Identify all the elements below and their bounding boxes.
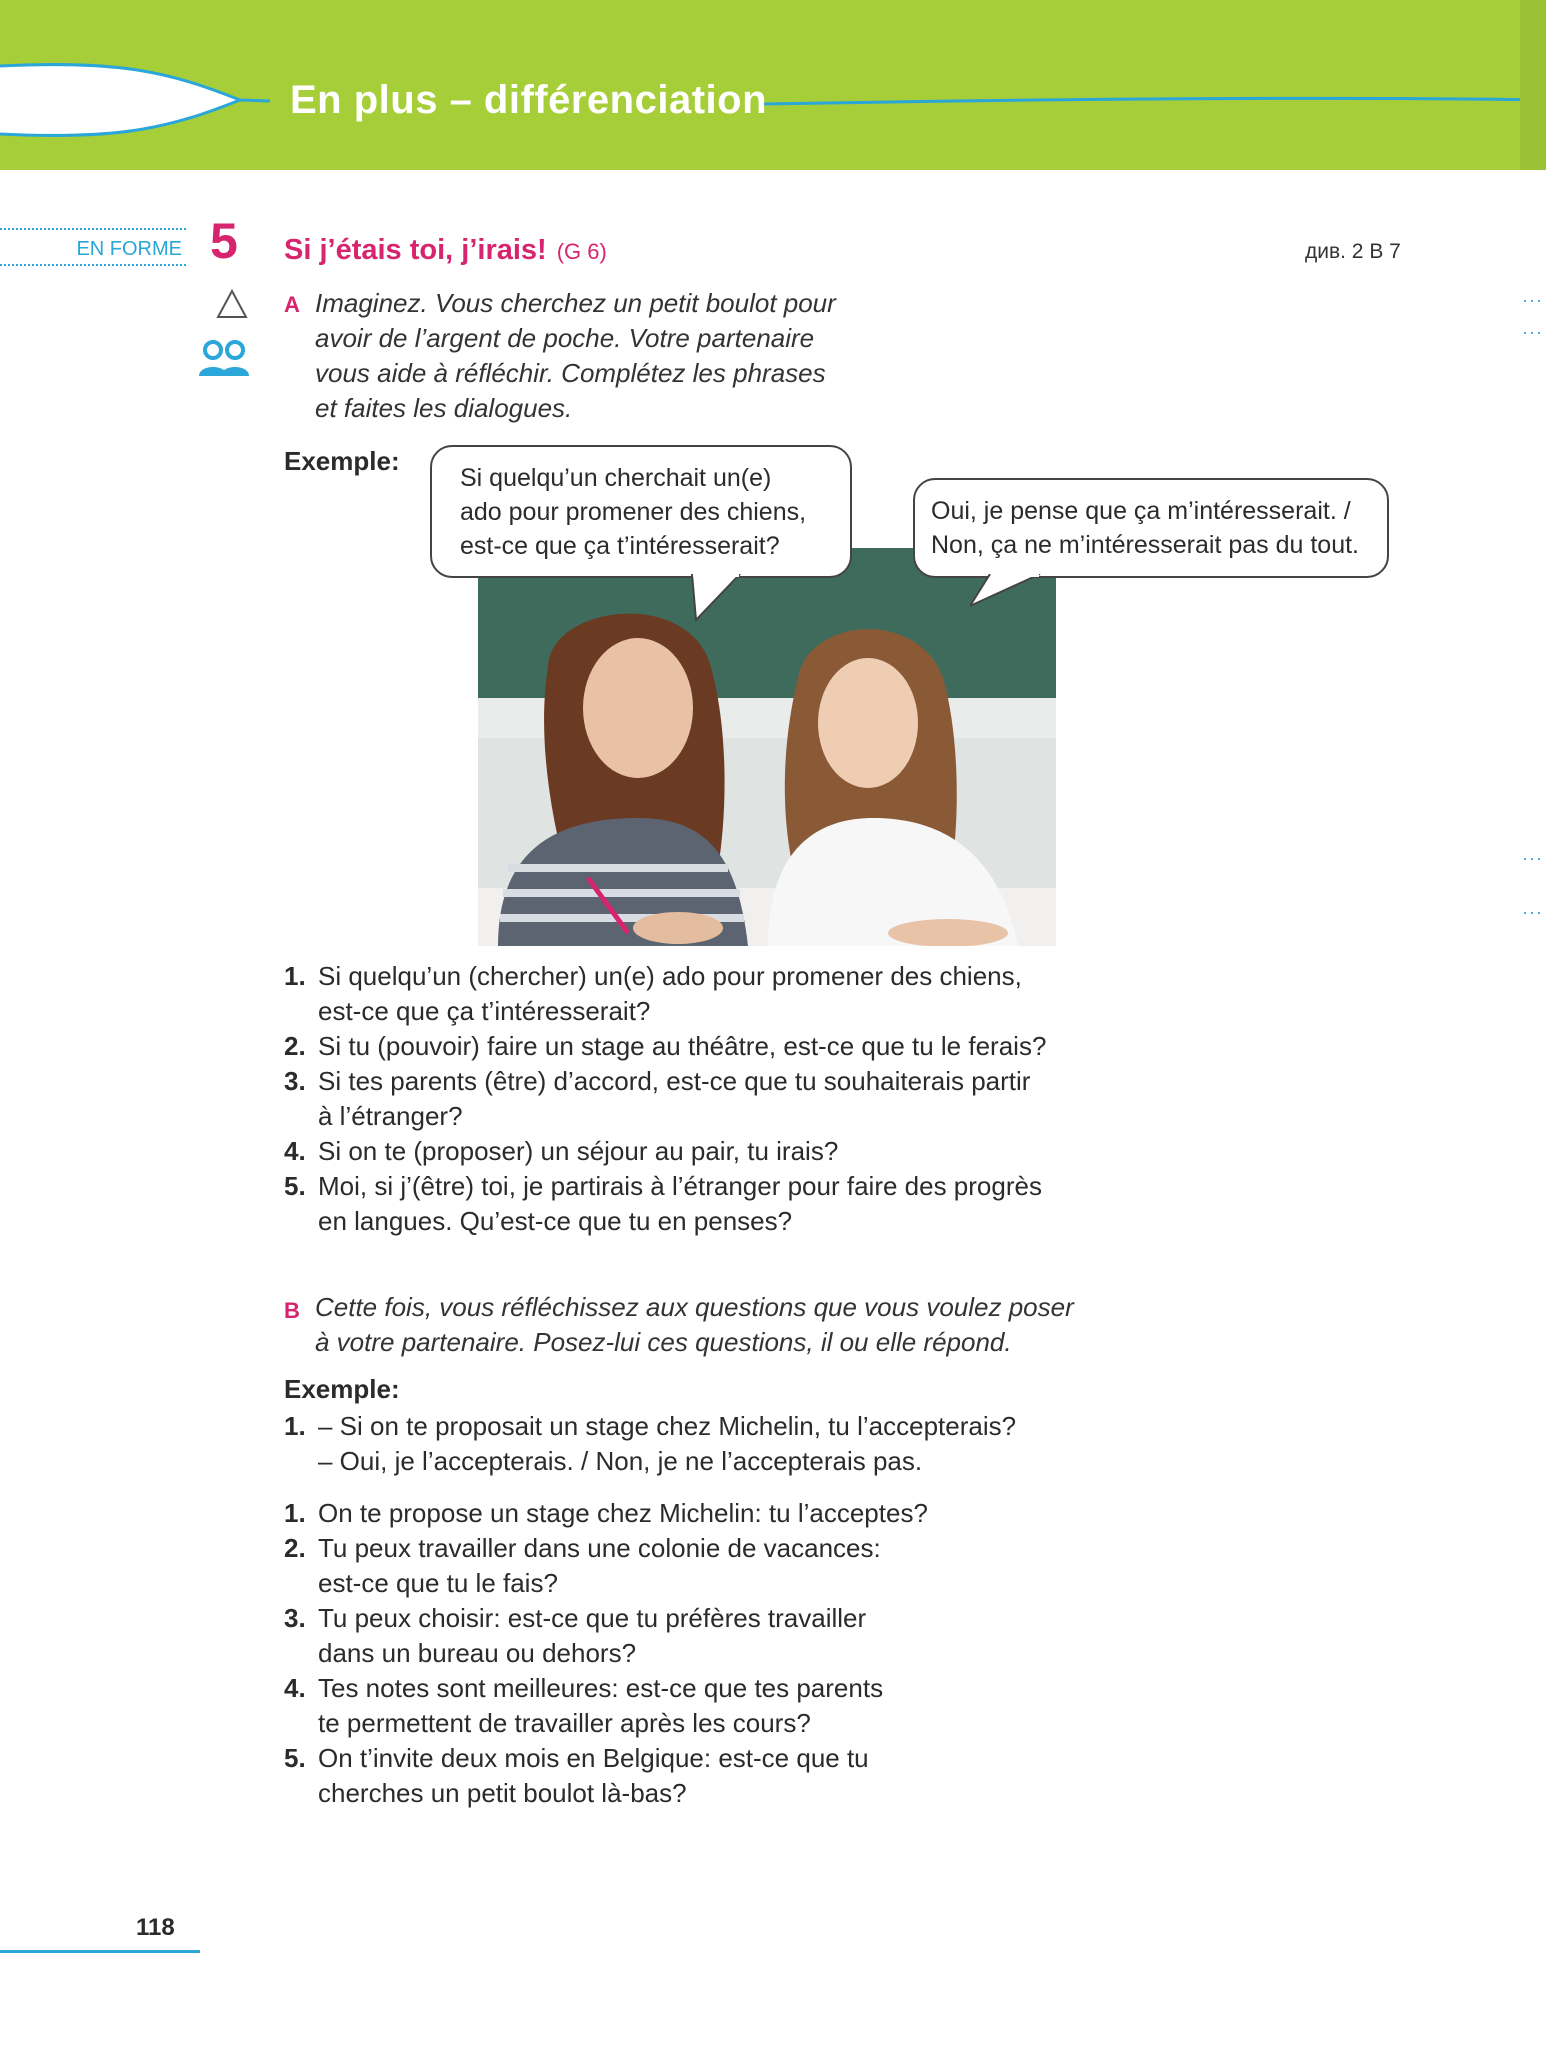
footer-rule [0,1950,200,1953]
item-number: 1. [284,1498,306,1528]
section-a-list [284,959,1046,1239]
pair-work-icon [196,338,252,378]
list-item [284,1671,928,1741]
item-line: Tu peux travailler dans une colonie de vacances: [318,1533,881,1563]
header-swoosh-graphic [0,0,1546,170]
item-line: Si on te (proposer) un séjour au pair, tu irais? [318,1136,839,1166]
item-line: Si tu (pouvoir) faire un stage au théâtre, est-ce que tu le ferais? [318,1031,1047,1061]
item-line: On te propose un stage chez Michelin: tu l’acceptes? [318,1498,928,1528]
instruction-line: à votre partenaire. Posez-lui ces questions, il ou elle répond. [315,1327,1012,1357]
item-line: Moi, si j’(être) toi, je partirais à l’étranger pour faire des progrès [318,1171,1042,1201]
list-item [284,1741,928,1811]
instruction-line: avoir de l’argent de poche. Votre partenaire [315,323,815,353]
instruction-line: et faites les dialogues. [315,393,573,423]
instruction-line: Cette fois, vous réfléchissez aux questions que vous voulez poser [315,1292,1074,1322]
section-b-example [284,1409,1016,1479]
item-number: 3. [284,1066,306,1096]
section-b-instruction [315,1290,1074,1360]
item-line: cherches un petit boulot là-bas? [318,1778,687,1808]
list-item [284,1531,928,1601]
margin-dots: ··· [1522,902,1543,922]
item-line: te permettent de travailler après les cours? [318,1708,811,1738]
bubble-line: ado pour promener des chiens, [460,498,807,526]
header-title: En plus – différenciation [290,78,768,122]
item-line: dans un bureau ou dehors? [318,1638,637,1668]
bubble-line: est-ce que ça t’intéresserait? [460,532,780,560]
list-item [284,1496,928,1531]
right-edge-bar [1520,0,1546,170]
item-number: 2. [284,1533,306,1563]
bubble-line: Si quelqu’un cherchait un(e) [460,464,772,492]
exercise-number: 5 [210,213,238,269]
item-number: 4. [284,1673,306,1703]
list-item [284,1064,1046,1134]
item-line: est-ce que tu le fais? [318,1568,558,1598]
list-item [284,1029,1046,1064]
exercise-title-text: Si j’étais toi, j’irais! [284,234,547,266]
speech-bubble-right-tail [970,574,1050,610]
section-a-instruction [315,286,836,426]
list-item [284,1409,1016,1479]
item-number: 1. [284,1411,306,1441]
item-line: à l’étranger? [318,1101,463,1131]
grammar-ref: (G 6) [556,239,607,264]
item-line: Si quelqu’un (chercher) un(e) ado pour promener des chiens, [318,961,1022,991]
instruction-line: vous aide à réfléchir. Complétez les phrases [315,358,826,388]
item-line: en langues. Qu’est-ce que tu en penses? [318,1206,793,1236]
margin-dots: ··· [1522,322,1543,342]
list-item [284,1601,928,1671]
right-reference: див. 2 B 7 [1305,240,1401,263]
section-b-list [284,1496,928,1811]
item-line: – Si on te proposait un stage chez Michelin, tu l’accepterais? [318,1411,1017,1441]
section-a-letter: A [284,292,300,317]
speech-bubble-left-tail [690,574,750,624]
speech-bubble-left [430,445,852,578]
side-label-en-forme: EN FORME [0,228,186,266]
item-number: 5. [284,1171,306,1201]
item-number: 3. [284,1603,306,1633]
section-a-exemple-label: Exemple: [284,446,400,476]
item-line: On t’invite deux mois en Belgique: est-ce que tu [318,1743,869,1773]
list-item [284,1169,1046,1239]
margin-dots: ··· [1522,848,1543,868]
section-b-letter: B [284,1298,300,1323]
item-number: 5. [284,1743,306,1773]
item-line: – Oui, je l’accepterais. / Non, je ne l’accepterais pas. [318,1446,923,1476]
speech-bubble-right [913,478,1389,578]
bubble-line: Non, ça ne m’intéresserait pas du tout. [931,531,1360,559]
list-item [284,1134,1046,1169]
item-number: 2. [284,1031,306,1061]
section-b-exemple-label: Exemple: [284,1374,400,1404]
item-number: 1. [284,961,306,991]
header-banner [0,0,1546,170]
exercise-title [284,234,607,267]
triangle-icon [215,288,249,320]
item-number: 4. [284,1136,306,1166]
item-line: Tu peux choisir: est-ce que tu préfères travailler [318,1603,867,1633]
list-item [284,959,1046,1029]
item-line: Tes notes sont meilleures: est-ce que tes parents [318,1673,884,1703]
margin-dots: ··· [1522,290,1543,310]
bubble-line: Oui, je pense que ça m’intéresserait. / [931,497,1351,525]
instruction-line: Imaginez. Vous cherchez un petit boulot pour [315,288,836,318]
item-line: est-ce que ça t’intéresserait? [318,996,651,1026]
page-number: 118 [136,1914,175,1941]
item-line: Si tes parents (être) d’accord, est-ce que tu souhaiterais partir [318,1066,1031,1096]
